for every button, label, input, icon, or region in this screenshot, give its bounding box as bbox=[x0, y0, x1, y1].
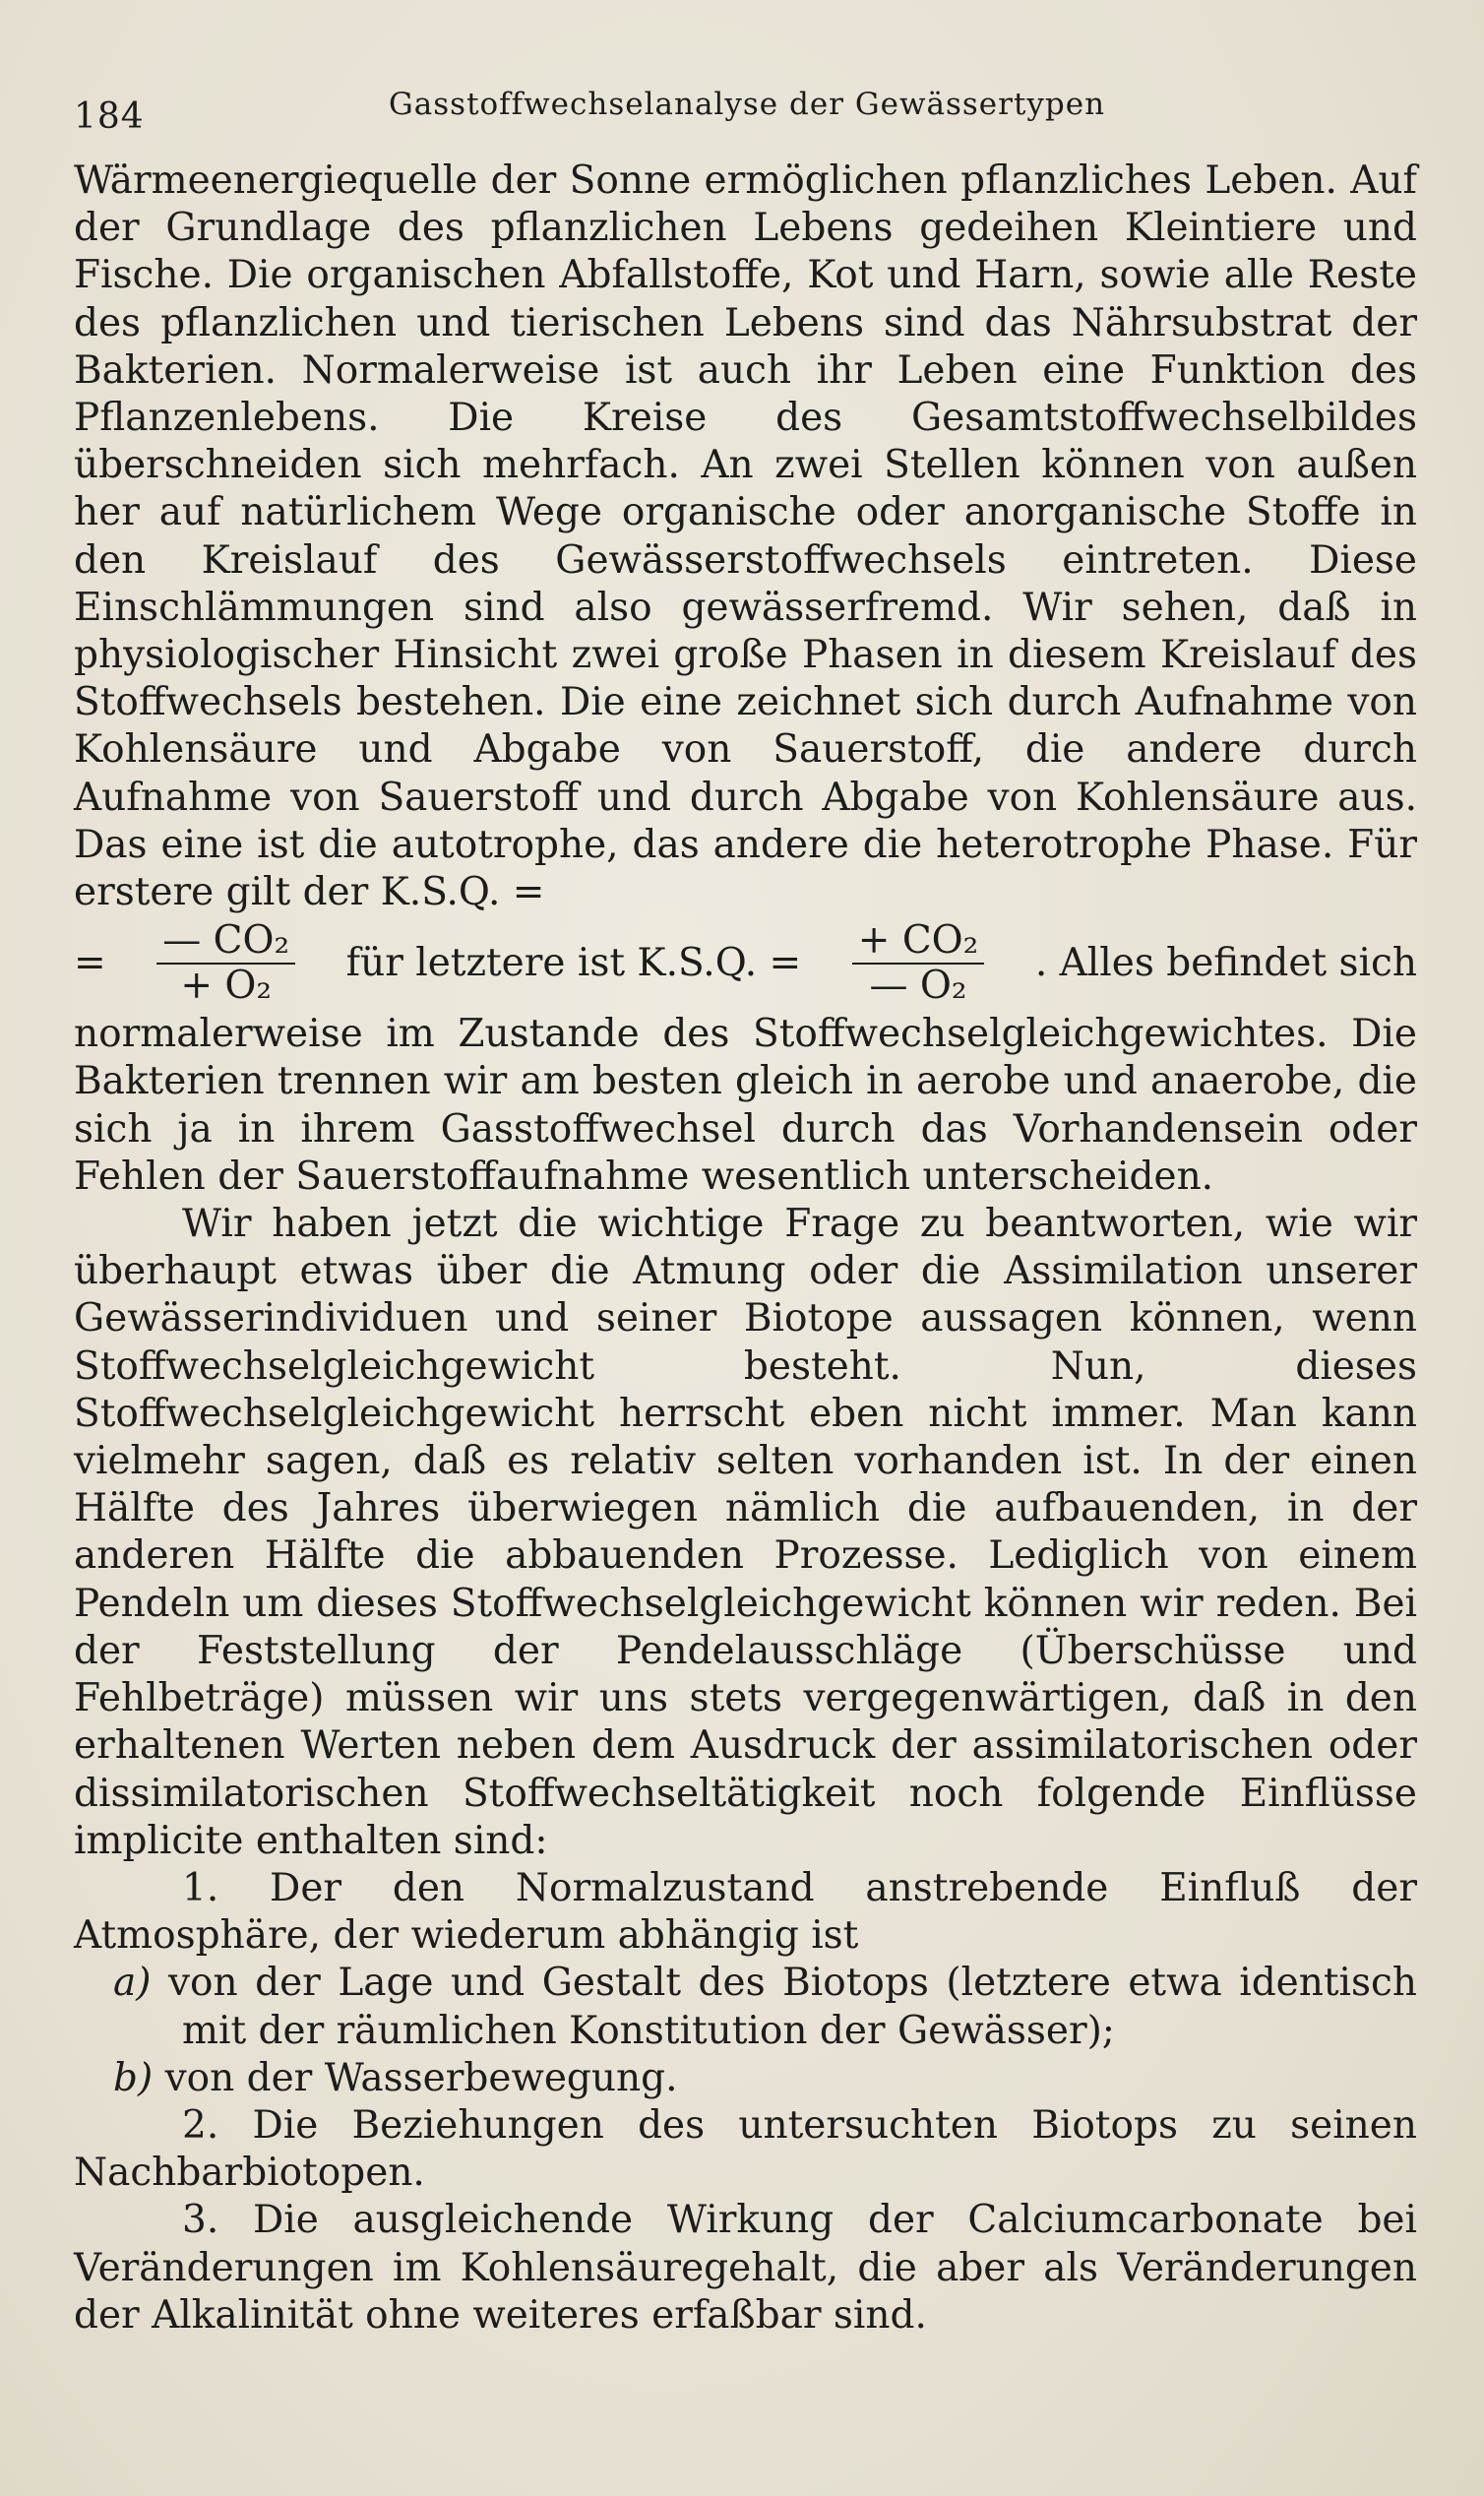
fraction-2-denominator: — O₂ bbox=[869, 964, 967, 1009]
fraction-1-numerator: — CO₂ bbox=[156, 919, 295, 965]
list-item-1: 1. Der den Normalzustand anstrebende Einfluß der Atmosphäre, der wiederum abhängig ist bbox=[74, 1865, 1417, 1959]
fraction-1-denominator: + O₂ bbox=[180, 964, 272, 1009]
paragraph-1-continued: normalerweise im Zustande des Stoffwechselgleichgewichtes. Die Bakterien trennen wir am besten gleich in aerobe und anaerobe, die sich ja in ihrem Gasstoffwechsel durch das Vorhandensein oder Fehlen der Sauerstoffaufnahme wesentlich unterscheiden. bbox=[74, 1012, 1417, 1199]
fraction-autotrophic bbox=[156, 919, 295, 1008]
list-item-1b bbox=[74, 2055, 1417, 2102]
influence-list bbox=[74, 1865, 1417, 2340]
formula-middle-text: für letztere ist K.S.Q. = bbox=[345, 941, 802, 986]
paragraph-1: Wärmeenergiequelle der Sonne ermöglichen pflanzliches Leben. Auf der Grundlage des pflanzlichen Lebens gedeihen Kleintiere und Fische. Die organischen Abfallstoffe, Kot und Harn, sowie alle Reste des pflanzlichen und tierischen Lebens sind das Nährsubstrat der Bakterien. Normalerweise ist auch ihr Leben eine Funktion des Pflanzenlebens. Die Kreise des Gesamtstoffwechselbildes überschneiden sich mehrfach. An zwei Stellen können von außen her auf natürlichem Wege organische oder anorganische Stoffe in den Kreislauf des Gewässerstoffwechsels eintreten. Diese Einschlämmungen sind also gewässerfremd. Wir sehen, daß in physiologischer Hinsicht zwei große Phasen in diesem Kreislauf des Stoffwechsels bestehen. Die eine zeichnet sich durch Aufnahme von Kohlensäure und Abgabe von Sauerstoff, die andere durch Aufnahme von Sauerstoff und durch Abgabe von Kohlensäure aus. Das eine ist die autotrophe, das andere die heterotrophe Phase. Für erstere gilt der K.S.Q. = bbox=[74, 158, 1417, 915]
formula-line bbox=[74, 916, 1417, 1011]
list-item-2: 2. Die Beziehungen des untersuchten Biotops zu seinen Nachbarbiotopen. bbox=[74, 2102, 1417, 2196]
list-item-1b-text: von der Wasserbewegung. bbox=[164, 2055, 678, 2100]
body-text bbox=[74, 157, 1417, 2340]
list-item-1a bbox=[74, 1960, 1417, 2054]
fraction-2-numerator: + CO₂ bbox=[852, 919, 985, 965]
formula-tail-text: . Alles befindet sich bbox=[1034, 941, 1417, 986]
list-item-1a-label: a) bbox=[113, 1961, 152, 2006]
fraction-heterotrophic bbox=[852, 919, 985, 1008]
running-title: Gasstoffwechselanalyse der Gewässertypen bbox=[389, 87, 1106, 122]
page-number: 184 bbox=[74, 96, 145, 137]
formula-equals: = bbox=[74, 941, 106, 986]
paragraph-2: Wir haben jetzt die wichtige Frage zu beantworten, wie wir überhaupt etwas über die Atmung oder die Assimilation unserer Gewässerindividuen und seiner Biotope aussagen können, wenn Stoffwechselgleichgewicht besteht. Nun, dieses Stoffwechselgleichgewicht herrscht eben nicht immer. Man kann vielmehr sagen, daß es relativ selten vorhanden ist. In der einen Hälfte des Jahres überwiegen nämlich die aufbauenden, in der anderen Hälfte die abbauenden Prozesse. Lediglich von einem Pendeln um dieses Stoffwechselgleichgewicht können wir reden. Bei der Feststellung der Pendelausschläge (Überschüsse und Fehlbeträge) müssen wir uns stets vergegenwärtigen, daß in den erhaltenen Werten neben dem Ausdruck der assimilatorischen oder dissimilatorischen Stoffwechseltätigkeit noch folgende Einflüsse implicite enthalten sind: bbox=[74, 1202, 1417, 1863]
list-item-1b-label: b) bbox=[113, 2055, 154, 2100]
list-item-3: 3. Die ausgleichende Wirkung der Calciumcarbonate bei Veränderungen im Kohlensäuregehalt, die aber als Veränderungen der Alkalinität ohne weiteres erfaßbar sind. bbox=[74, 2198, 1417, 2338]
list-item-1a-text: von der Lage und Gestalt des Biotops (letztere etwa identisch mit der räumlichen Konstitution der Gewässer); bbox=[167, 1961, 1417, 2053]
page-header bbox=[74, 87, 1422, 146]
